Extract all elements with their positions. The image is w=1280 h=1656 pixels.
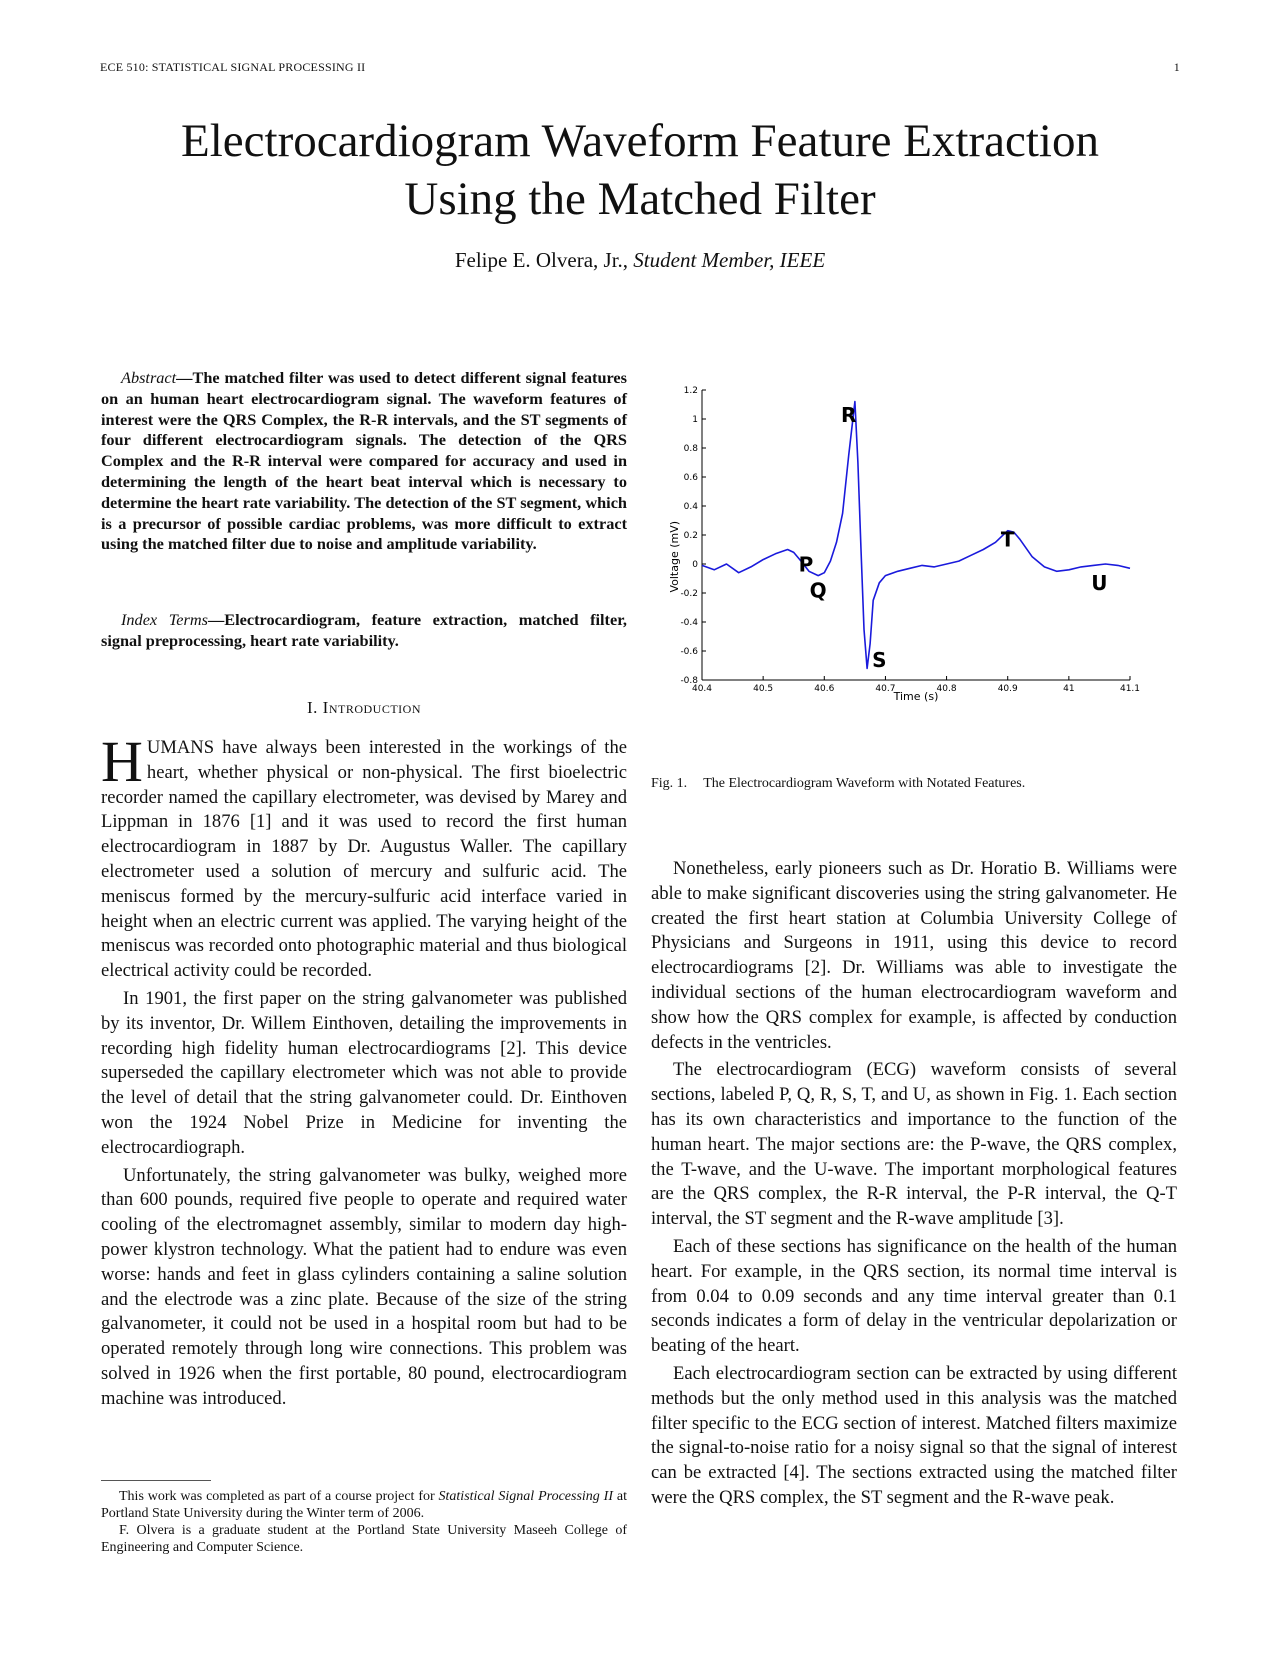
index-terms-text: Electrocardiogram, feature extraction, matched filter, signal preprocessing, heart rate variability.: [101, 610, 627, 650]
title-line-1: Electrocardiogram Waveform Feature Extraction: [181, 115, 1099, 167]
index-terms-label: Index Terms: [121, 610, 208, 629]
footnote-rule: [101, 1480, 211, 1481]
footnote-1-pre: This work was completed as part of a course project for: [119, 1489, 439, 1504]
x-tick-label: 40.5: [753, 684, 774, 694]
footnote-1: [101, 1488, 627, 1522]
x-tick-label: 41: [1063, 684, 1075, 694]
intro-paragraph-1-text: UMANS have always been interested in the workings of the heart, whether physical or non-physical. The first bioelectric recorder named the capillary electrometer, was devised by Marey and Lippman in 1876 [1] and it was used to record the first human electrocardiogram in 1887 by Dr. Augustus Waller. The capillary electrometer used a solution of mercury and sulfuric acid. The meniscus formed by the mercury-sulfuric acid interface varied in height when an electric current was applied. The varying height of the meniscus was recorded onto photographic material and thus biological electrical activity could be recorded.: [101, 737, 627, 982]
right-paragraph-3: Each of these sections has significance on the health of the human heart. For example, in the QRS section, its normal time interval is from 0.04 to 0.09 seconds and any time interval greater than 0.1 seconds indicates a form of delay in the ventricular depolarization or beating of the heart.: [651, 1235, 1177, 1357]
ecg-series-line: [702, 402, 1130, 669]
abstract: Abstract—The matched filter was used to detect different signal features on an human heart electrocardiogram signal. The waveform features of interest were the QRS Complex, the R-R intervals, and the ST segments of four different electrocardiogram signals. The detection of the QRS Complex and the R-R interval were compared for accuracy and used in determining the length of the heart beat interval which is necessary to determine the heart rate variability. The detection of the ST segment, which is a precursor of possible cardiac problems, was more difficult to extract using the matched filter due to noise and amplitude variability.: [101, 368, 627, 554]
intro-paragraph-3: Unfortunately, the string galvanometer was bulky, weighed more than 600 pounds, required five people to operate and required water cooling of the electromagnet assembly, similar to modern day high-power klystron technology. What the patient had to endure was even worse: hands and feet in glass cylinders containing a saline solution and the electrode was a zinc plate. Because of the size of the string galvanometer, it could not be used in a hospital room but had to be operated remotely through long wire connections. This problem was solved in 1926 when the first portable, 80 pound, electrocardiogram machine was introduced.: [101, 1164, 627, 1409]
x-axis-label: Time (s): [893, 690, 939, 703]
wave-label-r: R: [841, 402, 857, 427]
page-number: 1: [1173, 60, 1180, 74]
ecg-figure: [660, 378, 1140, 738]
author-line: [100, 248, 1180, 273]
paper-title: [100, 112, 1180, 228]
wave-label-t: T: [1000, 527, 1015, 552]
right-paragraph-2: The electrocardiogram (ECG) waveform consists of several sections, labeled P, Q, R, S, T, and U, as shown in Fig. 1. Each section has its own characteristics and importance to the function of the human heart. The major sections are: the P-wave, the QRS complex, the T-wave, and the U-wave. The important morphological features are the QRS complex, the R-R interval, the P-R interval, the Q-T interval, the ST segment and the R-wave amplitude [3].: [651, 1059, 1177, 1230]
x-tick-label: 40.9: [997, 684, 1018, 694]
footnote-2: F. Olvera is a graduate student at the Portland State University Maseeh College of Engineering and Computer Science.: [101, 1523, 627, 1555]
section-number: I.: [307, 698, 323, 717]
wave-label-s: S: [872, 647, 887, 672]
caption-label: Fig. 1.: [651, 776, 688, 791]
y-axis-label: Voltage (mV): [668, 520, 681, 593]
intro-paragraph-2: In 1901, the first paper on the string galvanometer was published by its inventor, Dr. Willem Einthoven, detailing the improvements in recording high fidelity human electrocardiograms [2]. This device superseded the capillary electrometer which was not able to provide the level of detail that the string galvanometer could. Dr. Einthoven won the 1924 Nobel Prize in Medicine for inventing the electrocardiograph.: [101, 987, 627, 1158]
abstract-text: The matched filter was used to detect different signal features on an human heart electrocardiogram signal. The waveform features of interest were the QRS Complex, the R-R intervals, and the ST segments of four different electrocardiogram signals. The detection of the QRS Complex and the R-R interval were compared for accuracy and used in determining the length of the heart beat interval which is necessary to determine the heart rate variability. The detection of the ST segment, which is a precursor of possible cardiac problems, was more difficult to extract using the matched filter due to noise and amplitude variability.: [101, 368, 627, 554]
figure-caption: [651, 776, 1025, 792]
section-heading-introduction: [101, 698, 627, 718]
intro-paragraph-1: [101, 729, 627, 984]
footnotes: [101, 1488, 627, 1556]
y-tick-label: -0.6: [680, 647, 698, 657]
x-tick-label: 40.7: [875, 684, 896, 694]
author-name: Felipe E. Olvera, Jr.,: [454, 248, 634, 272]
introduction-body: [101, 729, 627, 1415]
section-title: Introduction: [322, 698, 421, 717]
abstract-label: Abstract: [121, 368, 177, 387]
caption-text: The Electrocardiogram Waveform with Notated Features.: [703, 776, 1026, 791]
x-tick-label: 40.6: [814, 684, 835, 694]
y-tick-label: -0.8: [680, 676, 698, 686]
y-tick-label: 0.2: [683, 531, 698, 541]
y-tick-label: 0.6: [683, 473, 698, 483]
index-terms: Index Terms—Electrocardiogram, feature extraction, matched filter, signal preprocessing, heart rate variability.: [101, 610, 627, 650]
y-tick-label: 0.4: [683, 502, 698, 512]
y-tick-label: -0.2: [680, 589, 698, 599]
y-tick-label: 1: [692, 415, 698, 425]
y-tick-label: -0.4: [680, 618, 698, 628]
author-affiliation: Student Member, IEEE: [633, 248, 826, 272]
running-header: [100, 60, 1180, 75]
right-paragraph-4: Each electrocardiogram section can be extracted by using different methods but the only method used in this analysis was the matched filter specific to the ECG section of interest. Matched filters maximize the signal-to-noise ratio for a noisy signal so that the signal of interest can be extracted [4]. The sections extracted using the matched filter were the QRS complex, the ST segment and the R-wave peak.: [651, 1362, 1177, 1508]
y-tick-label: 0: [692, 560, 698, 570]
x-tick-label: 41.1: [1119, 684, 1140, 694]
x-tick-label: 40.8: [936, 684, 957, 694]
running-title: ECE 510: STATISTICAL SIGNAL PROCESSING II: [100, 60, 366, 74]
title-line-2: Using the Matched Filter: [404, 173, 876, 225]
wave-label-p: P: [798, 552, 814, 577]
footnote-1-course: Statistical Signal Processing II: [438, 1489, 613, 1504]
right-paragraph-1: Nonetheless, early pioneers such as Dr. Horatio B. Williams were able to make significant discoveries using the string galvanometer. He created the first heart station at Columbia University College of Physicians and Surgeons in 1911, using this device to record electrocardiograms [2]. Dr. Williams was able to investigate the individual sections of the human electrocardiogram waveform and show how the QRS complex for example, is affected by conduction defects in the ventricles.: [651, 858, 1177, 1053]
plot-area: [668, 386, 1140, 703]
x-tick-label: 40.4: [691, 684, 713, 694]
wave-label-u: U: [1091, 571, 1108, 596]
right-column-body: [651, 857, 1177, 1514]
footnote-1-post: at Portland State University during the Winter term of 2006.: [101, 1489, 627, 1521]
wave-label-q: Q: [809, 578, 827, 603]
y-tick-label: 0.8: [683, 444, 698, 454]
y-tick-label: 1.2: [683, 386, 698, 396]
drop-cap: H: [101, 729, 143, 794]
